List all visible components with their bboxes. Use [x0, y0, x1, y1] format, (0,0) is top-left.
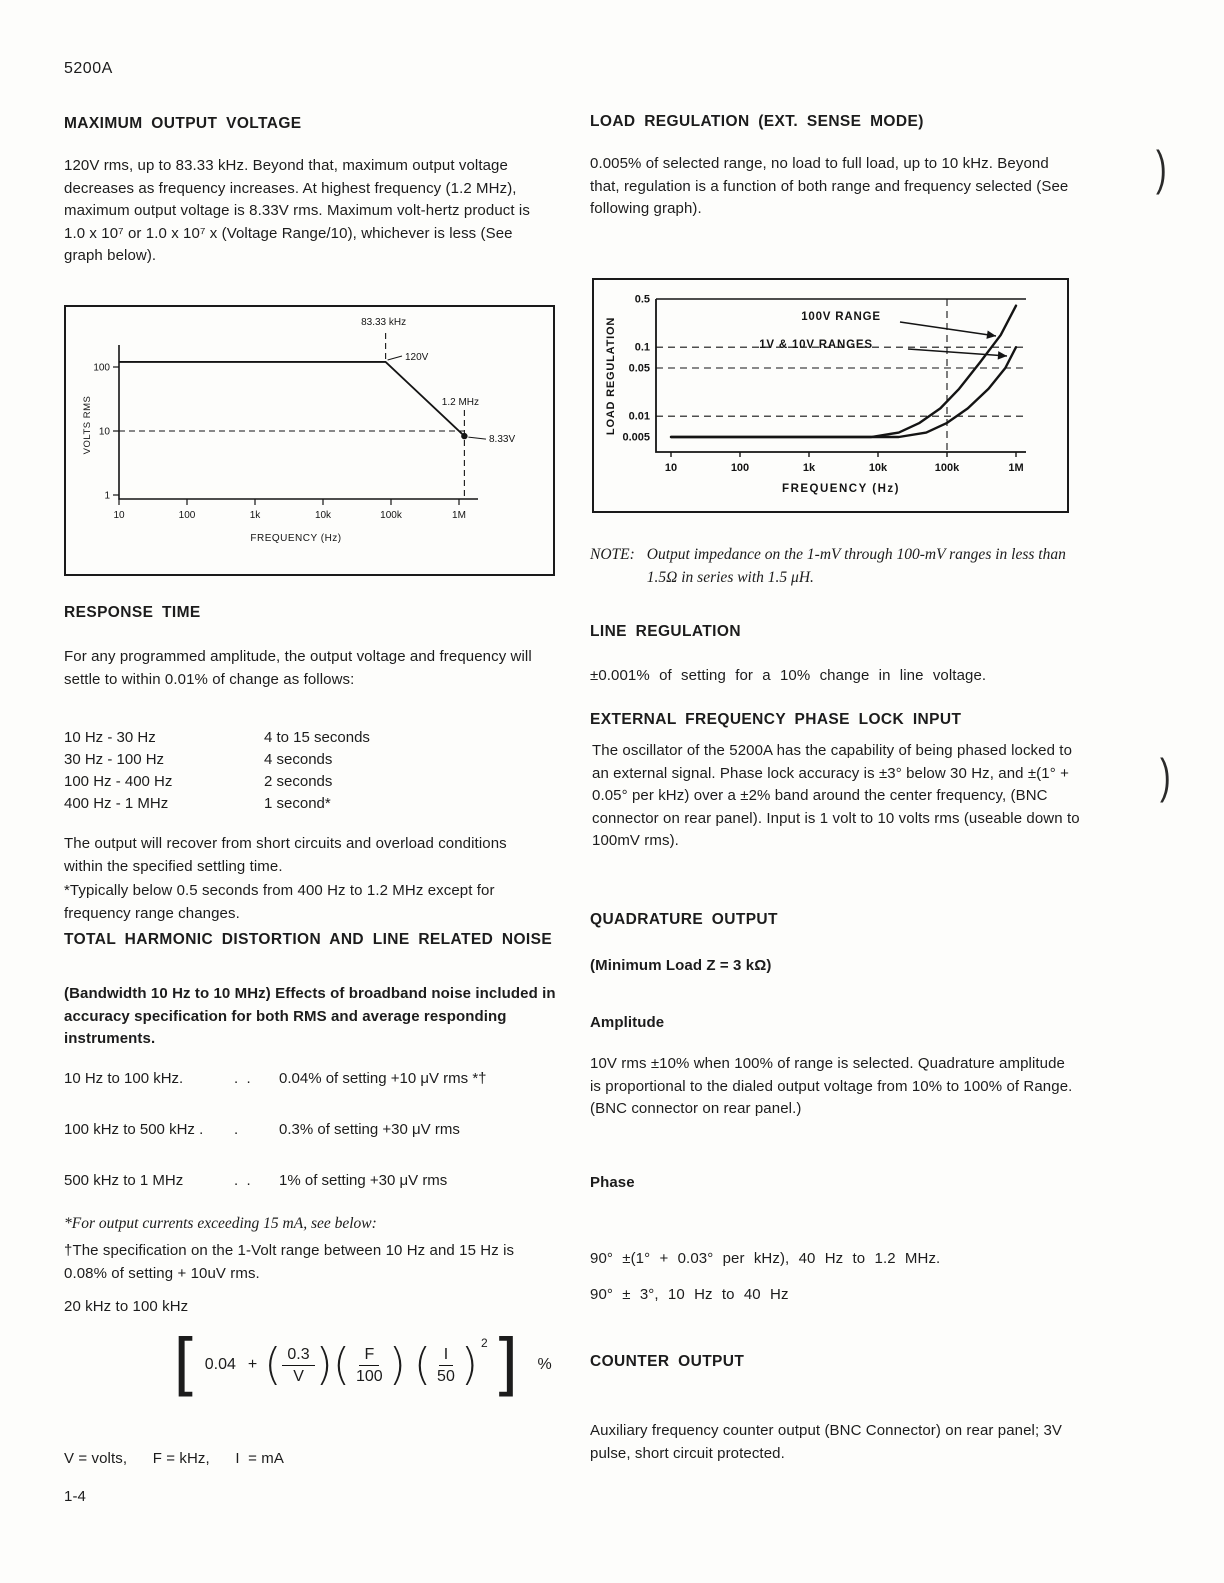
svg-text:1.2 MHz: 1.2 MHz [441, 397, 480, 408]
list-item [64, 1119, 564, 1141]
formula-variable-legend: V = volts, F = kHz, I = mA [64, 1450, 285, 1467]
fraction-I-over-50 [432, 1345, 460, 1386]
numerator: I [439, 1345, 453, 1366]
table-row [64, 793, 504, 815]
svg-text:1M: 1M [1008, 462, 1024, 474]
svg-text:1: 1 [104, 490, 110, 502]
dot-leader: . [234, 1121, 239, 1138]
thd-current-footnote: *For output currents exceeding 15 mA, see below: [64, 1215, 377, 1232]
svg-text:10: 10 [664, 462, 678, 474]
volt-hertz-figure [64, 305, 555, 576]
heading-maximum-output-voltage: MAXIMUM OUTPUT VOLTAGE [64, 115, 302, 132]
list-item [64, 1170, 564, 1192]
thd-1volt-footnote: †The specification on the 1-Volt range between 10 Hz and 15 Hz is 0.08% of setting + 10uV rms. [64, 1242, 515, 1282]
heading-counter-output: COUNTER OUTPUT [590, 1353, 745, 1370]
table-row [64, 771, 504, 793]
fraction-F-over-100 [351, 1345, 388, 1386]
denominator: 100 [356, 1367, 383, 1385]
maximum-output-voltage-text: 120V rms, up to 83.33 kHz. Beyond that, maximum output voltage decreases as frequency increases. At highest frequency (1.2 MHz), maximum output voltage is 8.33V rms. Maximum volt-hertz product is 1.0 x 10⁷ or 1.0 x 10⁷ x (Voltage Range/10), whichever is less (See graph below). [64, 157, 530, 264]
thd-bandwidth-subhead: (Bandwidth 10 Hz to 10 MHz) Effects of broadband noise included in accuracy specification for both RMS and average responding instruments. [64, 985, 556, 1047]
response-value: 4 to 15 seconds [264, 729, 370, 746]
svg-text:100V RANGE: 100V RANGE [801, 311, 881, 323]
svg-text:0.01: 0.01 [628, 410, 650, 423]
svg-text:FREQUENCY (Hz): FREQUENCY (Hz) [782, 483, 900, 495]
response-range: 400 Hz - 1 MHz [64, 795, 169, 812]
fraction-03-over-V [282, 1345, 314, 1386]
load-regulation-text: 0.005% of selected range, no load to full load, up to 10 kHz. Beyond that, regulation is a function of both range and frequency selected (See following graph). [590, 155, 1069, 217]
svg-text:1k: 1k [802, 462, 816, 474]
svg-text:120V: 120V [405, 352, 429, 363]
svg-text:VOLTS RMS: VOLTS RMS [82, 395, 93, 455]
svg-text:10: 10 [98, 426, 110, 438]
close-paren: ) [460, 1339, 479, 1390]
svg-text:10: 10 [113, 510, 125, 521]
subheading-amplitude: Amplitude [590, 1014, 665, 1031]
response-range: 100 Hz - 400 Hz [64, 773, 173, 790]
heading-line-regulation: LINE REGULATION [590, 623, 741, 640]
response-range: 30 Hz - 100 Hz [64, 751, 165, 768]
heading-quadrature-output: QUADRATURE OUTPUT [590, 911, 778, 928]
thd-range: 100 kHz to 500 kHz . [64, 1121, 204, 1138]
settling-time-footnote: *Typically below 0.5 seconds from 400 Hz to 1.2 MHz except for frequency range changes. [64, 882, 495, 922]
heading-thd-noise: TOTAL HARMONIC DISTORTION AND LINE RELATED NOISE [64, 931, 553, 948]
response-value: 2 seconds [264, 773, 333, 790]
subheading-phase: Phase [590, 1174, 635, 1191]
svg-text:100k: 100k [934, 462, 960, 474]
external-phase-lock-text: The oscillator of the 5200A has the capability of being phased locked to an external signal. Phase lock accuracy is ±3° below 30 Hz, and ±(1° + 0.05° per kHz) over a ±2% band around the center frequency, (BNC connector on rear panel). Input is 1 volt to 10 volts rms (useable down to 100mV rms). [592, 742, 1080, 849]
thd-value: 1% of setting +30 μV rms [279, 1172, 448, 1189]
thd-range: 500 kHz to 1 MHz [64, 1172, 184, 1189]
denominator: 50 [437, 1367, 455, 1385]
overload-recovery-note: The output will recover from short circuits and overload conditions within the specified settling time. [64, 835, 507, 875]
heading-external-phase-lock: EXTERNAL FREQUENCY PHASE LOCK INPUT [590, 711, 962, 728]
thd-formula [170, 1325, 552, 1404]
thd-range: 10 Hz to 100 kHz. [64, 1070, 184, 1087]
formula-plus: + [247, 1356, 258, 1373]
dot-leader: . . [234, 1172, 251, 1189]
open-paren: ( [264, 1339, 282, 1390]
svg-text:100: 100 [93, 362, 110, 374]
svg-text:83.33 kHz: 83.33 kHz [361, 317, 407, 328]
svg-text:FREQUENCY (Hz): FREQUENCY (Hz) [250, 533, 342, 544]
dot-leader: . . [234, 1070, 251, 1087]
thd-value: 0.04% of setting +10 μV rms *† [279, 1070, 487, 1087]
response-value: 4 seconds [264, 751, 333, 768]
right-bracket: ] [492, 1325, 519, 1404]
table-row [64, 727, 504, 749]
page-model-number: 5200A [64, 60, 113, 77]
close-paren: ) [388, 1339, 406, 1390]
heading-response-time: RESPONSE TIME [64, 604, 201, 621]
left-bracket: [ [173, 1325, 199, 1404]
list-item [64, 1068, 564, 1090]
svg-text:100: 100 [730, 462, 750, 474]
svg-text:0.5: 0.5 [634, 293, 650, 306]
svg-text:100: 100 [178, 510, 196, 521]
quadrature-phase-spec-2: 90° ± 3°, 10 Hz to 40 Hz [590, 1286, 789, 1303]
quadrature-min-load: (Minimum Load Z = 3 kΩ) [590, 957, 772, 974]
output-impedance-note [590, 543, 1076, 589]
volt-hertz-chart-svg [66, 307, 553, 574]
response-value: 1 second* [264, 795, 331, 812]
svg-text:0.1: 0.1 [634, 341, 650, 354]
note-text: Output impedance on the 1-mV through 100-mV ranges in less than 1.5Ω in series with 1.5 μH. [646, 546, 1066, 586]
page-number: 1-4 [64, 1488, 86, 1505]
close-paren: ) [315, 1339, 333, 1390]
quadrature-phase-spec-1: 90° ±(1° + 0.03° per kHz), 40 Hz to 1.2 MHz. [590, 1250, 941, 1267]
load-regulation-figure [592, 278, 1069, 513]
heading-load-regulation: LOAD REGULATION (EXT. SENSE MODE) [590, 113, 924, 130]
response-time-intro: For any programmed amplitude, the output voltage and frequency will settle to within 0.01% of change as follows: [64, 648, 532, 688]
note-label: NOTE: [590, 546, 635, 563]
svg-text:1V & 10V RANGES: 1V & 10V RANGES [759, 339, 873, 351]
quadrature-amplitude-text: 10V rms ±10% when 100% of range is selected. Quadrature amplitude is proportional to the dialed output voltage from 10% to 100% of Range. (BNC connector on rear panel.) [590, 1055, 1073, 1117]
formula-percent-sign: % [537, 1356, 552, 1373]
line-regulation-text: ±0.001% of setting for a 10% change in line voltage. [590, 667, 987, 684]
thd-formula-range-label: 20 kHz to 100 kHz [64, 1298, 189, 1315]
svg-text:0.005: 0.005 [622, 431, 650, 444]
response-range: 10 Hz - 30 Hz [64, 729, 156, 746]
table-row [64, 749, 504, 771]
svg-text:0.05: 0.05 [628, 362, 650, 375]
load-regulation-chart-svg [594, 280, 1067, 511]
formula-exponent: 2 [481, 1336, 488, 1350]
scan-artifact-paren: ) [1156, 140, 1167, 195]
svg-text:1k: 1k [249, 510, 261, 521]
response-time-table [64, 727, 504, 815]
numerator: F [359, 1345, 379, 1366]
denominator: V [293, 1367, 304, 1385]
scan-artifact-paren: ) [1160, 748, 1171, 803]
thd-spec-list [64, 1068, 564, 1221]
svg-text:100k: 100k [380, 510, 402, 521]
thd-value: 0.3% of setting +30 μV rms [279, 1121, 460, 1138]
open-paren: ( [332, 1339, 350, 1390]
svg-text:LOAD REGULATION: LOAD REGULATION [605, 316, 617, 436]
numerator: 0.3 [282, 1345, 314, 1366]
open-paren: ( [413, 1339, 432, 1390]
svg-text:10k: 10k [314, 510, 332, 521]
svg-text:1M: 1M [452, 510, 466, 521]
formula-constant: 0.04 [204, 1356, 236, 1373]
counter-output-text: Auxiliary frequency counter output (BNC Connector) on rear panel; 3V pulse, short circuit protected. [590, 1422, 1063, 1462]
svg-text:8.33V: 8.33V [489, 434, 516, 446]
svg-text:10k: 10k [868, 462, 888, 474]
